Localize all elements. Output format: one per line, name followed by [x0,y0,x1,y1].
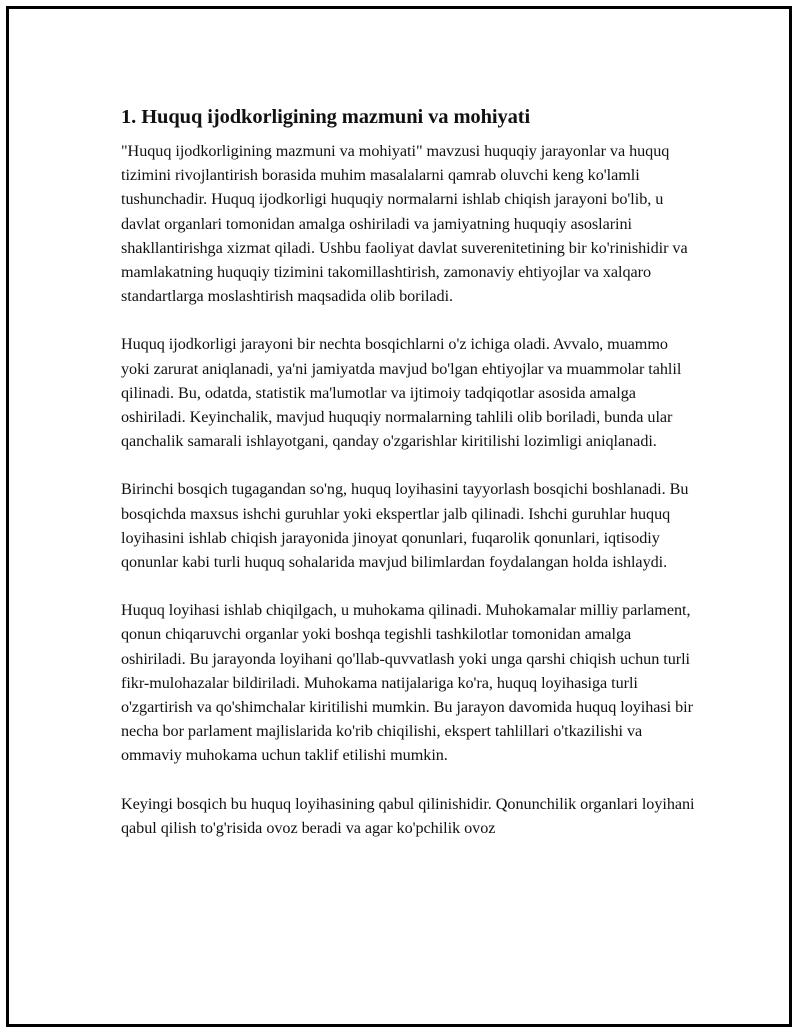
paragraph-2: Huquq ijodkorligi jarayoni bir nechta bosqichlarni o'z ichiga oladi. Avvalo, muammo yoki zarurat aniqlanadi, ya'ni jamiyatda mavjud bo'lgan ehtiyojlar va muammolar tahlil qilinadi. Bu, odatda, statistik ma'lumotlar va ijtimoiy tadqiqotlar asosida amalga oshiriladi. Keyinchalik, mavjud huquqiy normalarning tahlili olib boriladi, bunda ular qanchalik samarali ishlayotgani, qanday o'zgarishlar kiritilishi lozimligi aniqlanadi. [121,335,682,451]
paragraph-5: Keyingi bosqich bu huquq loyihasining qabul qilinishidir. Qonunchilik organlari loyihani qabul qilish to'g'risida ovoz beradi va agar ko'pchilik ovoz [121,794,695,837]
section-heading: 1. Huquq ijodkorligining mazmuni va mohiyati [121,106,531,128]
paragraph-4: Huquq loyihasi ishlab chiqilgach, u muhokama qilinadi. Muhokamalar milliy parlament, qonun chiqaruvchi organlar yoki boshqa tegishli tashkilotlar tomonidan amalga oshiriladi. Bu jarayonda loyihani qo'llab-quvvatlash yoki unga qarshi chiqish uchun turli fikr-mulohazalar bildiriladi. Muhokama natijalariga ko'ra, huquq loyihasiga turli o'zgartirish va qo'shimchalar kiritilishi mumkin. Bu jarayon davomida huquq loyihasi bir necha bor parlament majlislarida ko'rib chiqilishi, ekspert tahlillari o'tkazilishi va ommaviy muhokama uchun taklif etilishi mumkin. [121,601,693,765]
document-body [121,104,696,864]
page-border [6,6,792,1027]
paragraph-1: "Huquq ijodkorligining mazmuni va mohiyati" mavzusi huquqiy jarayonlar va huquq tizimini rivojlantirish borasida muhim masalalarni qamrab oluvchi keng ko'lamli tushunchadir. Huquq ijodkorligi huquqiy normalarni ishlab chiqish jarayoni bo'lib, u davlat organlari tomonidan amalga oshiriladi va jamiyatning huquqiy asoslarini shakllantirishga xizmat qiladi. Ushbu faoliyat davlat suverenitetining bir ko'rinishidir va mamlakatning huquqiy tizimini takomillashtirish, zamonaviy ehtiyojlar va xalqaro standartlarga moslashtirish maqsadida olib boriladi. [121,142,688,306]
paragraph-3: Birinchi bosqich tugagandan so'ng, huquq loyihasini tayyorlash bosqichi boshlanadi. Bu bosqichda maxsus ishchi guruhlar yoki ekspertlar jalb qilinadi. Ishchi guruhlar huquq loyihasini ishlab chiqish jarayonida jinoyat qonunlari, fuqarolik qonunlari, iqtisodiy qonunlar kabi turli huquq sohalarida mavjud bilimlardan foydalangan holda ishlaydi. [121,480,689,572]
